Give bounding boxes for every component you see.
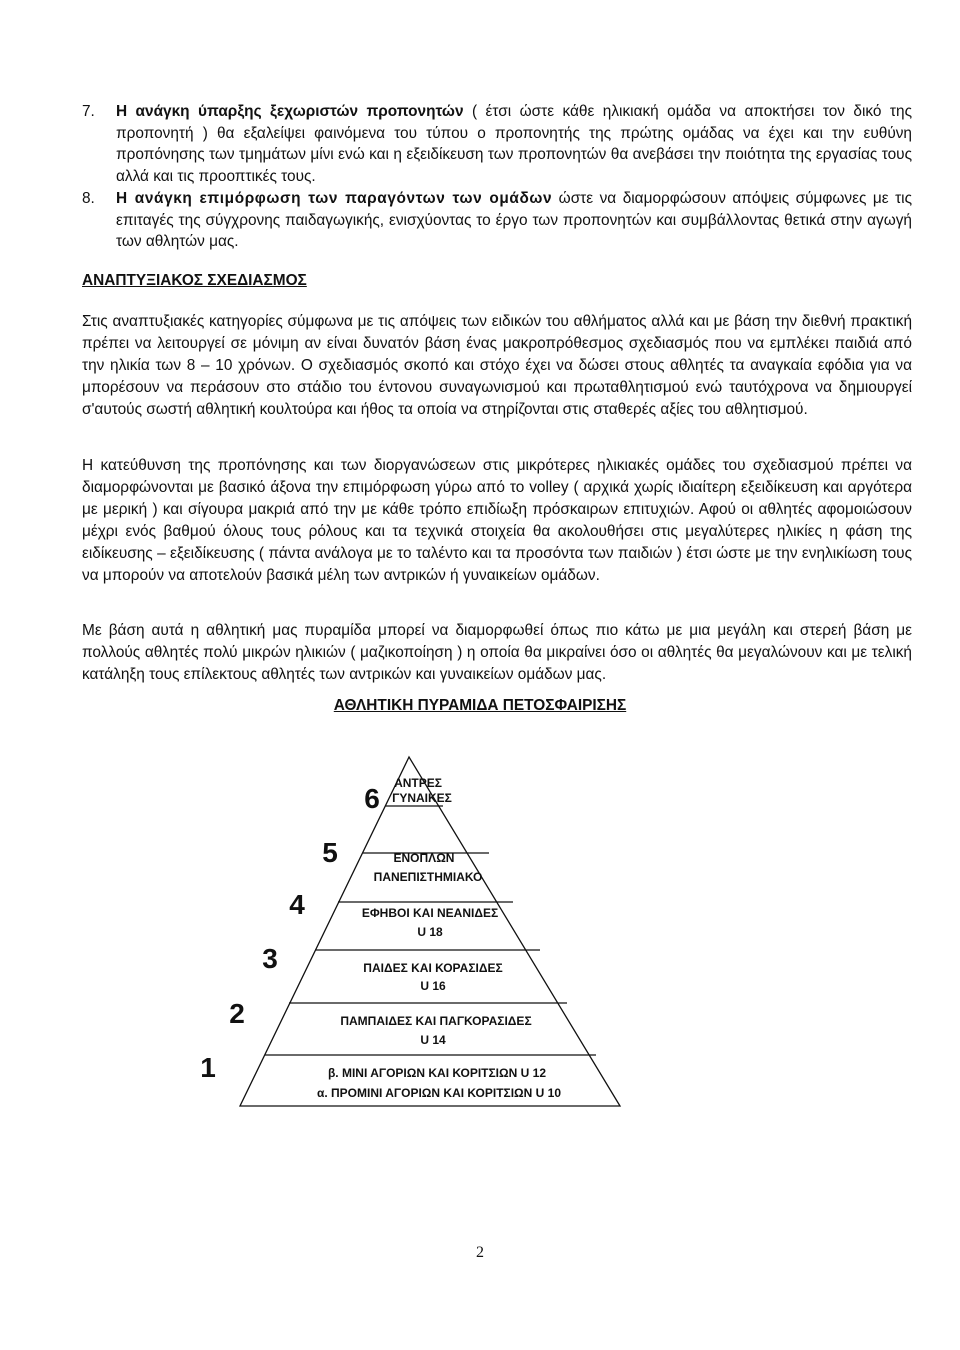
level-1-number: 1	[200, 1052, 216, 1083]
level-6-line-2: ΓΥΝΑΙΚΕΣ	[392, 791, 452, 805]
level-5-number: 5	[322, 837, 338, 868]
level-5-line-1: ΕΝΟΠΛΩΝ	[393, 851, 455, 865]
level-4-line-2: U 18	[417, 925, 443, 939]
level-6-line-1: ΑΝΤΡΕΣ	[394, 776, 442, 790]
level-2-line-1: ΠΑΜΠΑΙΔΕΣ ΚΑΙ ΠΑΓΚΟΡΑΣΙΔΕΣ	[340, 1014, 532, 1028]
paragraph-development: Στις αναπτυξιακές κατηγορίες σύμφωνα με τις απόψεις των ειδικών του αθλήματος αλλά και με βάση την διεθνή πρακτική πρέπει να λειτουργεί σε μόνιμη αν είναι δυνατόν βάση ένας μακροπρόθεσμος σχεδιασμός που να εμπλέκει παιδιά από την ηλικία των 8 – 10 χρόνων. Ο σχεδιασμός σκοπό και στόχο έχει να δώσει στους αθλητές τα αναγκαία εφόδια για να μπορέσουν να περάσουν στο στάδιο του έντονου συναγωνισμού και πρωταθλητισμού ενώ ταυτόχρονα να δημιουργεί σ'αυτούς σωστή αθλητική κουλτούρα και ήθος τα οποία να στηρίζονται στις σταθερές αξίες του αθλητισμού.	[82, 313, 912, 418]
level-6-number: 6	[364, 783, 380, 814]
pyramid-title: ΑΘΛΗΤΙΚΗ ΠΥΡΑΜΙΔΑ ΠΕΤΟΣΦΑΙΡΙΣΗΣ	[333, 697, 627, 714]
list-lead: Η ανάγκη ύπαρξης ξεχωριστών προπονητών	[116, 103, 464, 120]
section-heading: ΑΝΑΠΤΥΞΙΑΚΟΣ ΣΧΕΔΙΑΣΜΟΣ	[82, 272, 307, 289]
list-rest: ( έτσι ώστε κάθε ηλικιακή ομάδα να αποκτήσει τον δικό της προπονητή ) θα εξαλείψει φαινόμενα του τύπου ο προπονητής της πρώτης ομάδας να έχει και την ευθύνη προπόνησης των τμημάτων μίνι ενώ και η εξειδίκευση των προπονητών θα ανεβάσει την ποιότητα της εργασίας τους αλλά και τις προοπτικές τους.	[116, 103, 912, 185]
level-2-line-2: U 14	[420, 1033, 446, 1047]
level-3-number: 3	[262, 943, 278, 974]
list-number: 7.	[82, 103, 95, 120]
level-3-line-1: ΠΑΙΔΕΣ ΚΑΙ ΚΟΡΑΣΙΔΕΣ	[363, 961, 503, 975]
level-1-line-1: β. ΜΙΝΙ ΑΓΟΡΙΩΝ ΚΑΙ ΚΟΡΙΤΣΙΩΝ U 12	[327, 1066, 547, 1080]
level-1-line-2: α. ΠΡΟΜΙΝΙ ΑΓΟΡΙΩΝ ΚΑΙ ΚΟΡΙΤΣΙΩΝ U 10	[316, 1086, 562, 1100]
level-3-line-2: U 16	[420, 979, 446, 993]
page-number: 2	[476, 1244, 484, 1261]
paragraph-training-direction: Η κατεύθυνση της προπόνησης και των διοργανώσεων στις μικρότερες ηλικιακές ομάδες του σχεδιασμού πρέπει να διαμορφώνονται με βασικό άξονα την επιμόρφωση γύρω από το volley ( αρχικά χωρίς ιδιαίτερη εξειδίκευση και αργότερα με μερική ) και σίγουρα μακριά από την με κάθε τρόπο επιδίωξη πρόσκαιρων επιτυχιών. Αφού οι αθλητές αφομοιώσουν μέχρι ενός βαθμού όλους τους ρόλους και τα τεχνικά στοιχεία θα ακολουθήσει στις μεγαλύτερες ηλικίες η φάση της ειδίκευσης – εξειδίκευσης ( πάντα ανάλογα με το ταλέντο και τα προσόντα των παιδιών ) έτσι ώστε με την ενηλικίωση τους να μπορούν να αποτελούν βασικά μέλη των αντρικών ή γυναικείων ομάδων.	[82, 457, 912, 584]
list-number: 8.	[82, 190, 95, 207]
list-rest: ώστε να διαμορφώσουν απόψεις σύμφωνες με τις επιταγές της σύγχρονης παιδαγωγικής, ενισχύοντας το έργο των προπονητών και συμβάλλοντας θετικά στην αγωγή των αθλητών μας.	[116, 190, 913, 251]
level-4-line-1: ΕΦΗΒΟΙ ΚΑΙ ΝΕΑΝΙΔΕΣ	[361, 906, 499, 920]
level-4-number: 4	[289, 889, 305, 920]
paragraph-pyramid-intro: Με βάση αυτά η αθλητική μας πυραμίδα μπορεί να διαμορφωθεί όπως πιο κάτω με μια μεγάλη και στερεή βάση με πολλούς αθλητές πολύ μικρών ηλικιών ( μαζικοποίηση ) η οποία θα μικραίνει όσο οι αθλητές θα μεγαλώνουν και με τελική κατάληξη τους επίλεκτους αθλητές των αντρικών και γυναικείων ομάδων μας.	[82, 622, 912, 683]
level-5-line-2: ΠΑΝΕΠΙΣΤΗΜΙΑΚΟ	[373, 870, 483, 884]
level-2-number: 2	[229, 998, 245, 1029]
list-lead: Η ανάγκη επιμόρφωση των παραγόντων των ομάδων	[116, 190, 553, 207]
